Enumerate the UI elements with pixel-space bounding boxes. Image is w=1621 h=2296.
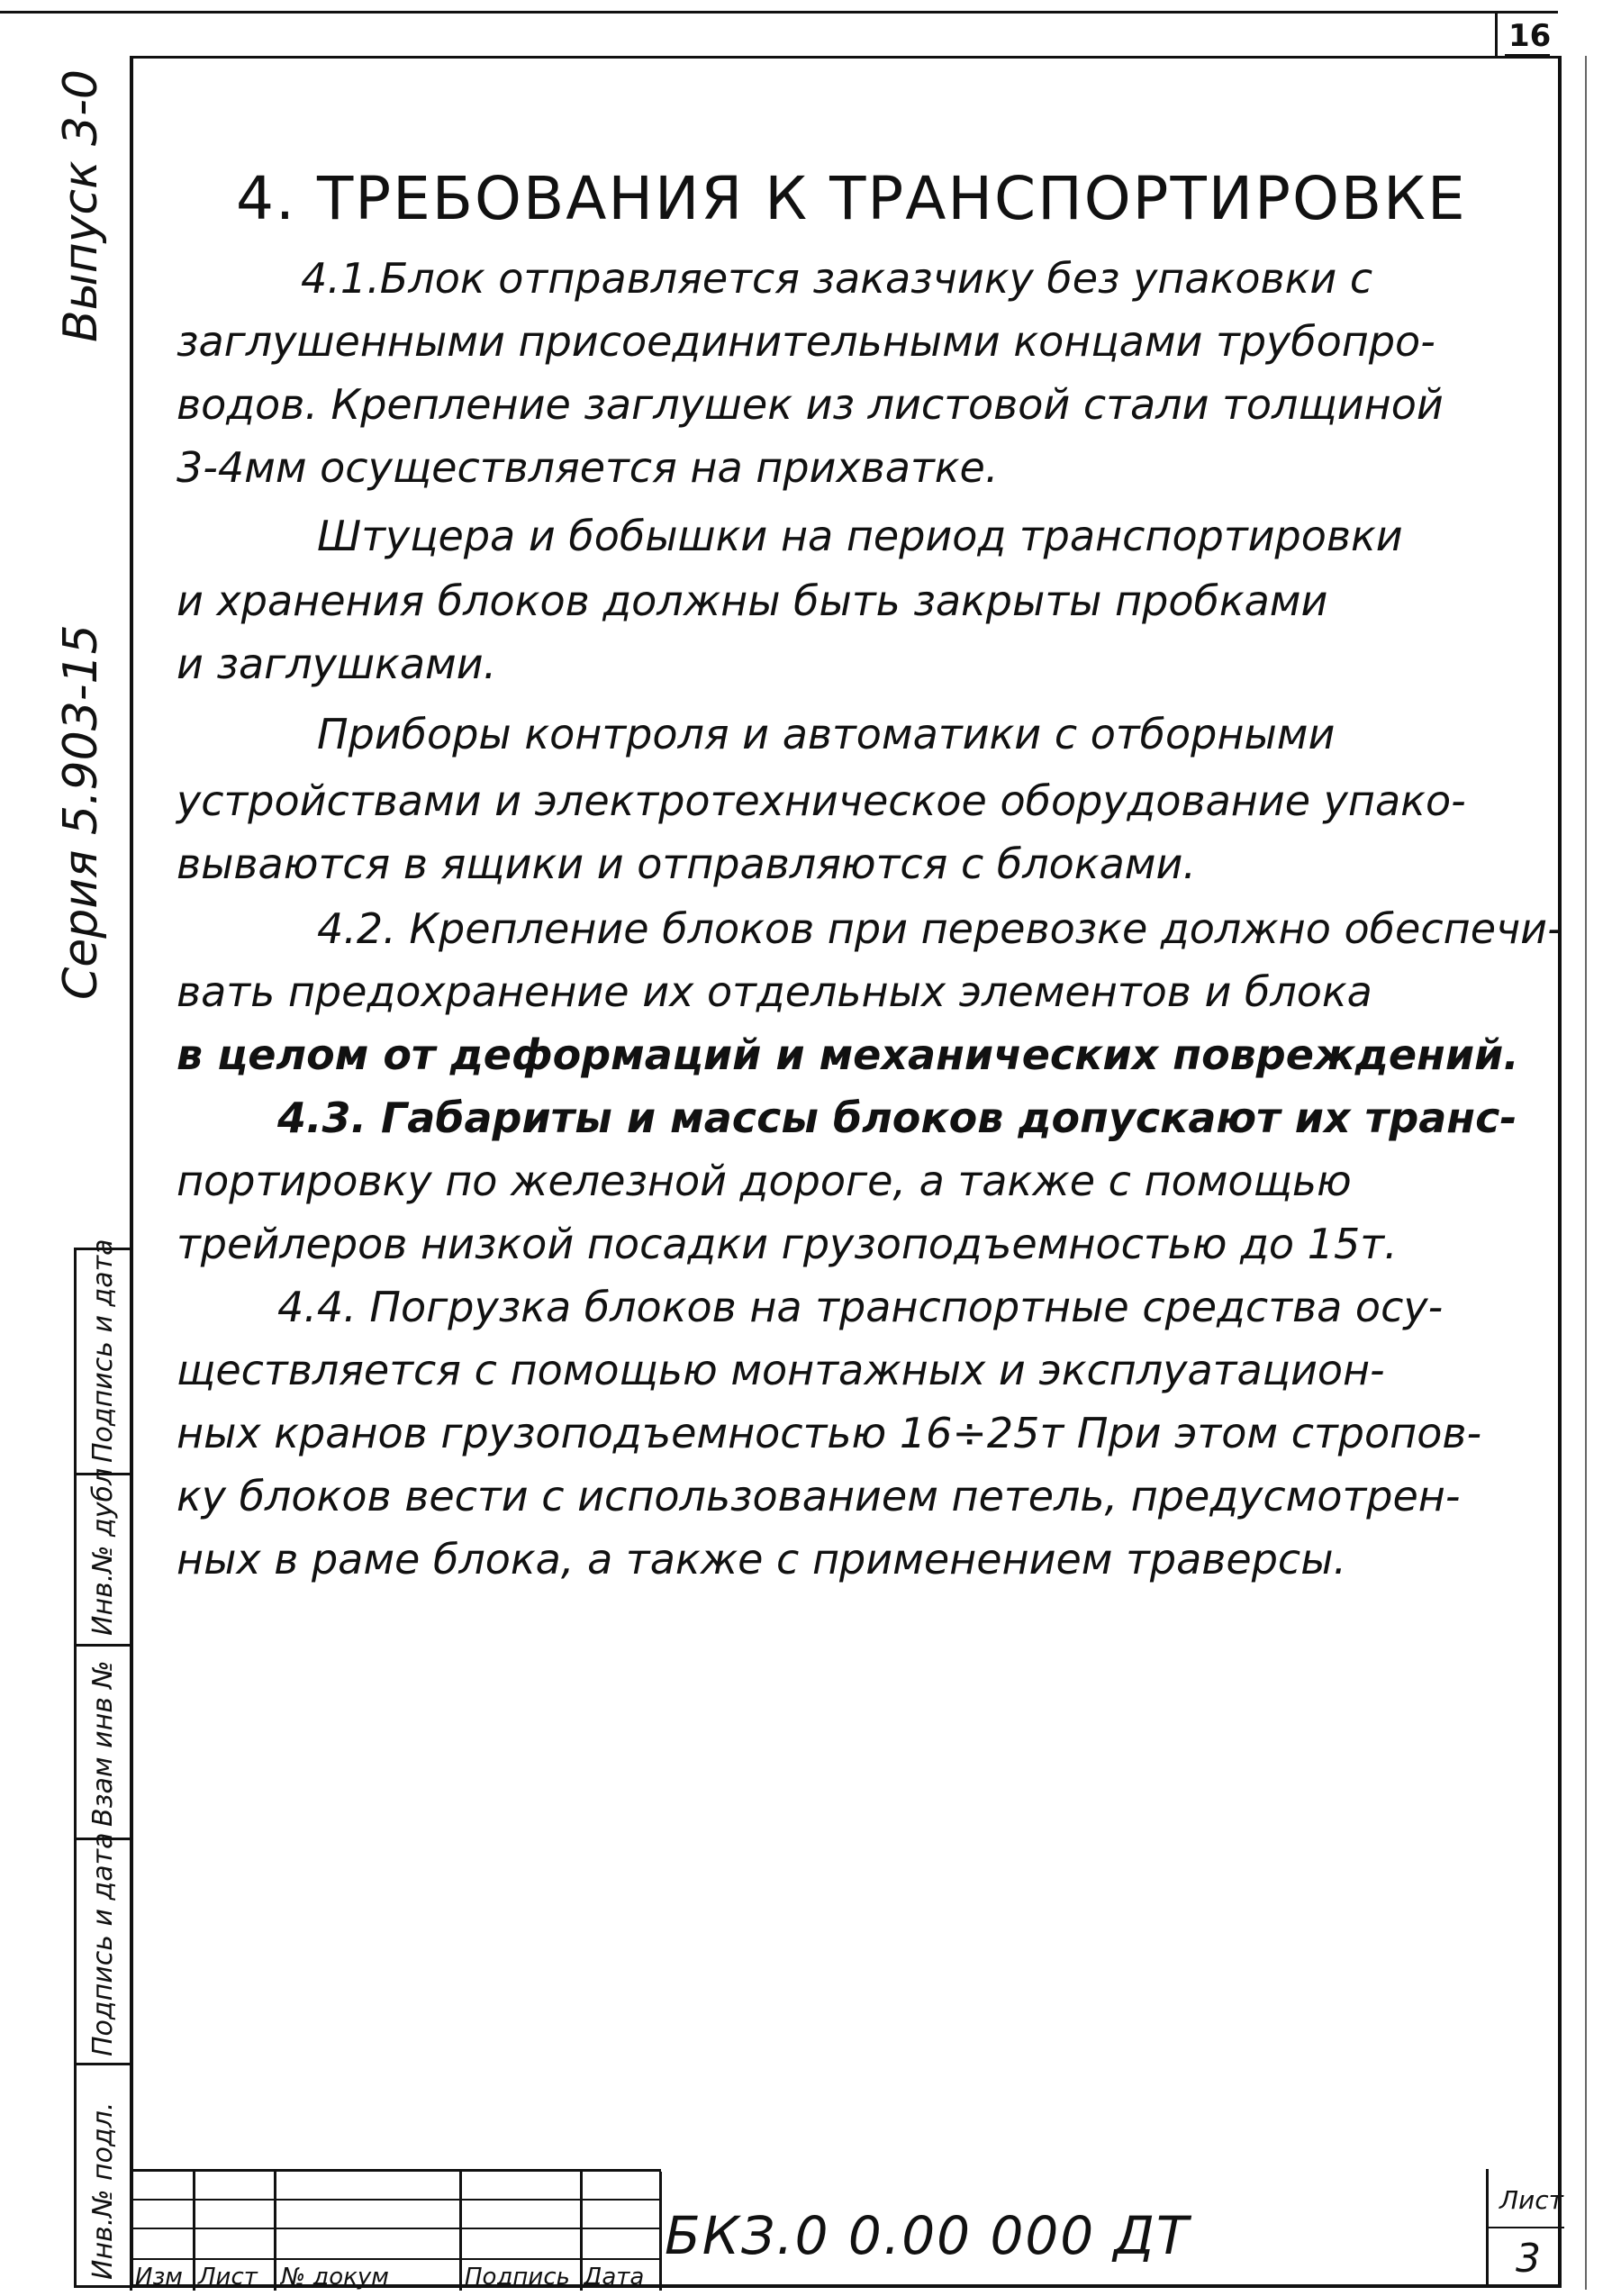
left-approval-strip: [74, 1239, 130, 2288]
col-label-sheet: Лист: [198, 2264, 258, 2291]
issue-stamp: Выпуск 3-0: [54, 69, 108, 342]
body-line: 4.3. Габариты и массы блоков допускают их транс-: [277, 1094, 1517, 1142]
body-line: ку блоков вести с использованием петель, предусмотрен-: [177, 1472, 1461, 1520]
body-line: ных кранов грузоподъемностью 16÷25т При этом стропов-: [177, 1409, 1482, 1457]
grid-line: [130, 2172, 132, 2291]
strip-cell-signature-date-bottom: [77, 1832, 130, 2065]
grid-line: [459, 2172, 462, 2291]
sheet-number: 3: [1516, 2236, 1541, 2282]
section-heading: 4. ТРЕБОВАНИЯ К ТРАНСПОРТИРОВКЕ: [236, 164, 1467, 233]
body-line: Приборы контроля и автоматики с отборными: [317, 710, 1336, 758]
strip-cell-replace-inv: [77, 1647, 130, 1840]
title-block-grid: [130, 2169, 661, 2291]
sheet-label: Лист: [1499, 2185, 1563, 2215]
body-line: 4.2. Крепление блоков при перевозке должно обеспечи-: [317, 904, 1562, 953]
strip-cell-signature-date-top: [77, 1239, 130, 1475]
body-line: и хранения блоков должны быть закрыты пробками: [177, 576, 1328, 625]
grid-line: [580, 2172, 583, 2291]
sheet-corner-number: 16: [1508, 18, 1552, 54]
strip-cell-dup-inv: [77, 1467, 130, 1647]
strip-label: Подпись и дата: [87, 1239, 119, 1463]
body-line: 3-4мм осуществляется на прихватке.: [177, 443, 999, 492]
strip-label: Инв.№ дубл: [87, 1467, 119, 1636]
col-label-date: Дата: [584, 2264, 645, 2291]
sheet-corner-underline: [1505, 54, 1550, 57]
strip-label: Подпись и дата: [87, 1832, 119, 2056]
body-line: трейлеров низкой посадки грузоподъемностью до 15т.: [177, 1220, 1398, 1268]
grid-line: [274, 2172, 276, 2291]
document-code: БКЗ.0 0.00 000 ДТ: [665, 2205, 1191, 2266]
sheet-corner-tab: [1495, 11, 1579, 56]
strip-label: Инв.№ подл.: [87, 2101, 119, 2280]
grid-line: [659, 2172, 662, 2291]
strip-cell-orig-inv: [77, 2065, 130, 2291]
grid-line: [193, 2172, 195, 2291]
col-label-change: Изм: [135, 2264, 183, 2291]
body-line: 4.1.Блок отправляется заказчику без упаковки с: [301, 254, 1373, 303]
body-line: заглушенными присоединительными концами трубопро-: [177, 317, 1435, 366]
body-line: в целом от деформаций и механических повреждений.: [177, 1030, 1519, 1079]
top-rule: [0, 11, 1558, 14]
body-line: водов. Крепление заглушек из листовой стали толщиной: [177, 380, 1444, 429]
body-line: 4.4. Погрузка блоков на транспортные средства осу-: [277, 1283, 1444, 1331]
body-line: ществляется с помощью монтажных и эксплуатацион-: [177, 1346, 1385, 1394]
strip-label: Взам инв №: [87, 1660, 119, 1827]
col-label-signature: Подпись: [465, 2264, 570, 2291]
right-edge-line: [1585, 56, 1587, 2290]
body-line: портировку по железной дороге, а также с помощью: [177, 1157, 1352, 1205]
sheet-number-box: [1486, 2169, 1562, 2288]
body-line: устройствами и электротехническое оборудование упако-: [177, 776, 1466, 825]
body-line: и заглушками.: [177, 640, 497, 688]
sheet-box-divider: [1489, 2227, 1564, 2228]
body-line: вываются в ящики и отправляются с блоками.: [177, 839, 1196, 888]
series-stamp: Серия 5.903-15: [54, 624, 108, 1000]
body-line: ных в раме блока, а также с применением траверсы.: [177, 1535, 1347, 1584]
body-line: вать предохранение их отдельных элементов и блока: [177, 967, 1372, 1016]
col-label-doc-number: № докум: [281, 2264, 389, 2291]
body-line: Штуцера и бобышки на период транспортировки: [317, 512, 1403, 560]
